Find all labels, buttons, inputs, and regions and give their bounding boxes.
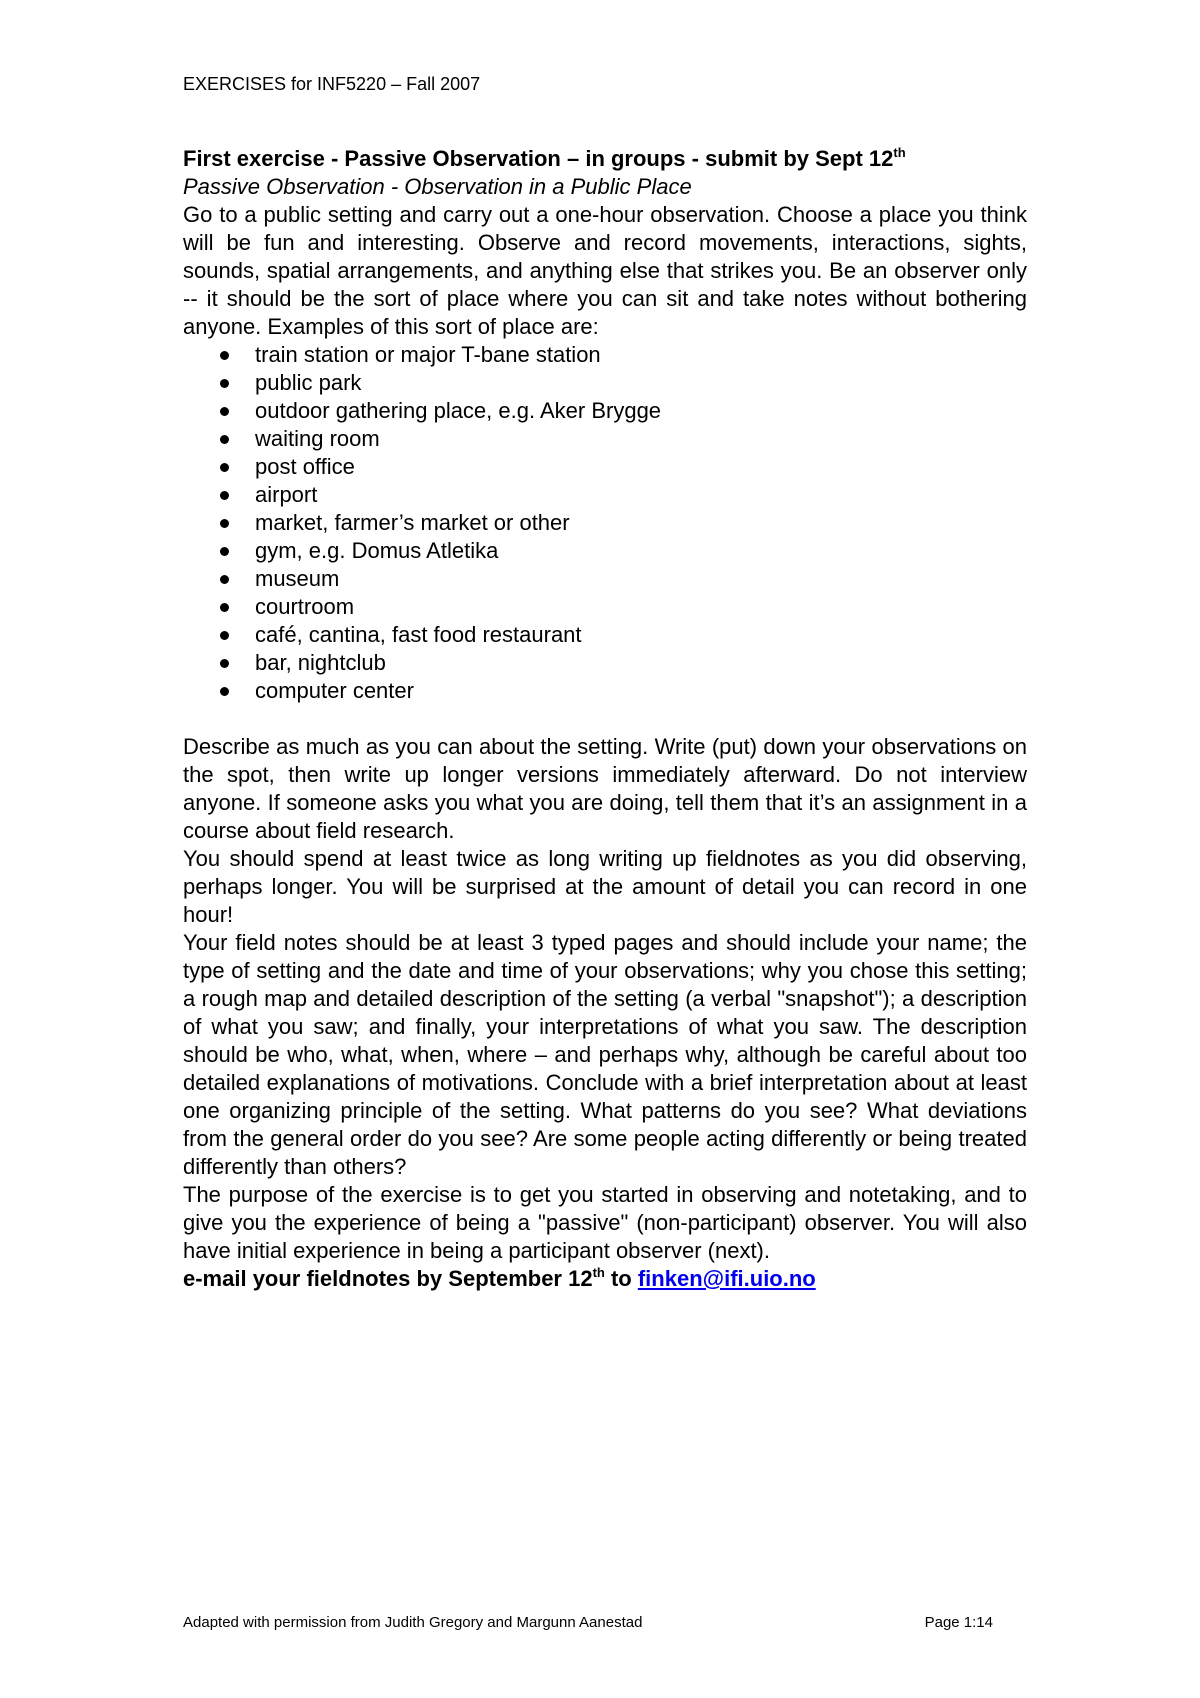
describe-paragraph: Describe as much as you can about the setting. Write (put) down your observations on the spot, then write up longer versions immediately afterward. Do not interview anyone. If someone asks you what you are doing, tell them that it’s an assignment in a course about field research. xyxy=(183,734,1027,843)
page-footer xyxy=(183,1614,993,1632)
list-item-text: market, farmer’s market or other xyxy=(255,510,570,535)
list-item-text: café, cantina, fast food restaurant xyxy=(255,622,582,647)
writing-time-paragraph: You should spend at least twice as long writing up fieldnotes as you did observing, perhaps longer. You will be surprised at the amount of detail you can record in one hour! xyxy=(183,846,1027,927)
bullet-icon xyxy=(220,631,229,640)
list-item xyxy=(183,369,1027,397)
list-item-text: public park xyxy=(255,370,362,395)
list-item-text: airport xyxy=(255,482,318,507)
bullet-icon xyxy=(220,519,229,528)
submission-instruction xyxy=(183,1265,1027,1293)
list-item xyxy=(183,481,1027,509)
submission-to: to xyxy=(604,1266,638,1291)
list-item-text: gym, e.g. Domus Atletika xyxy=(255,538,499,563)
exercise-subheading: Passive Observation - Observation in a Public Place xyxy=(183,174,692,199)
fieldnotes-requirements-paragraph: Your field notes should be at least 3 typed pages and should include your name; the type of setting and the date and time of your observations; why you chose this setting; a rough map and detailed description of the setting (a verbal "snapshot"); a description of what you saw; and finally, your interpretations of what you saw. The description should be who, what, when, where – and perhaps why, although be careful about too detailed explanations of motivations. Conclude with a brief interpretation about at least one organizing principle of the setting. What patterns do you see? What deviations from the general order do you see? Are some people acting differently or being treated differently than others? xyxy=(183,930,1027,1179)
bullet-icon xyxy=(220,463,229,472)
list-item xyxy=(183,397,1027,425)
list-item-text: courtroom xyxy=(255,594,355,619)
list-item xyxy=(183,565,1027,593)
list-item xyxy=(183,621,1027,649)
footer-attribution: Adapted with permission from Judith Gregory and Margunn Aanestad xyxy=(183,1614,643,1631)
heading-superscript: th xyxy=(893,145,906,160)
list-item-text: computer center xyxy=(255,678,414,703)
bullet-icon xyxy=(220,603,229,612)
list-item xyxy=(183,453,1027,481)
bullet-icon xyxy=(220,379,229,388)
exercise-content xyxy=(183,145,1027,1293)
list-item xyxy=(183,509,1027,537)
bullet-icon xyxy=(220,491,229,500)
submission-superscript: th xyxy=(592,1265,605,1280)
submission-text: e-mail your fieldnotes by September 12 xyxy=(183,1266,593,1291)
bullet-icon xyxy=(220,659,229,668)
list-item xyxy=(183,537,1027,565)
list-item-text: bar, nightclub xyxy=(255,650,386,675)
bullet-icon xyxy=(220,435,229,444)
list-item-text: train station or major T-bane station xyxy=(255,342,601,367)
heading-text: First exercise - Passive Observation – in groups - submit by Sept 12 xyxy=(183,146,894,171)
exercise-heading xyxy=(183,145,1027,173)
page-number: Page 1:14 xyxy=(924,1614,993,1631)
list-item xyxy=(183,593,1027,621)
list-item xyxy=(183,649,1027,677)
list-item xyxy=(183,677,1027,705)
list-item-text: museum xyxy=(255,566,340,591)
list-item xyxy=(183,425,1027,453)
blank-line xyxy=(183,705,1027,733)
places-list xyxy=(183,341,1027,705)
list-item-text: waiting room xyxy=(255,426,380,451)
bullet-icon xyxy=(220,547,229,556)
intro-paragraph: Go to a public setting and carry out a one-hour observation. Choose a place you think will be fun and interesting. Observe and record movements, interactions, sights, sounds, spatial arrangements, and anything else that strikes you. Be an observer only -- it should be the sort of place where you can sit and take notes without bothering anyone. Examples of this sort of place are: xyxy=(183,202,1027,339)
email-link[interactable]: finken@ifi.uio.no xyxy=(637,1266,816,1291)
bullet-icon xyxy=(220,351,229,360)
bullet-icon xyxy=(220,575,229,584)
list-item xyxy=(183,341,1027,369)
bullet-icon xyxy=(220,407,229,416)
list-item-text: outdoor gathering place, e.g. Aker Brygge xyxy=(255,398,662,423)
list-item-text: post office xyxy=(255,454,355,479)
purpose-paragraph: The purpose of the exercise is to get you started in observing and notetaking, and to give you the experience of being a "passive" (non-participant) observer. You will also have initial experience in being a participant observer (next). xyxy=(183,1182,1027,1263)
bullet-icon xyxy=(220,687,229,696)
page-header: EXERCISES for INF5220 – Fall 2007 xyxy=(183,74,481,94)
